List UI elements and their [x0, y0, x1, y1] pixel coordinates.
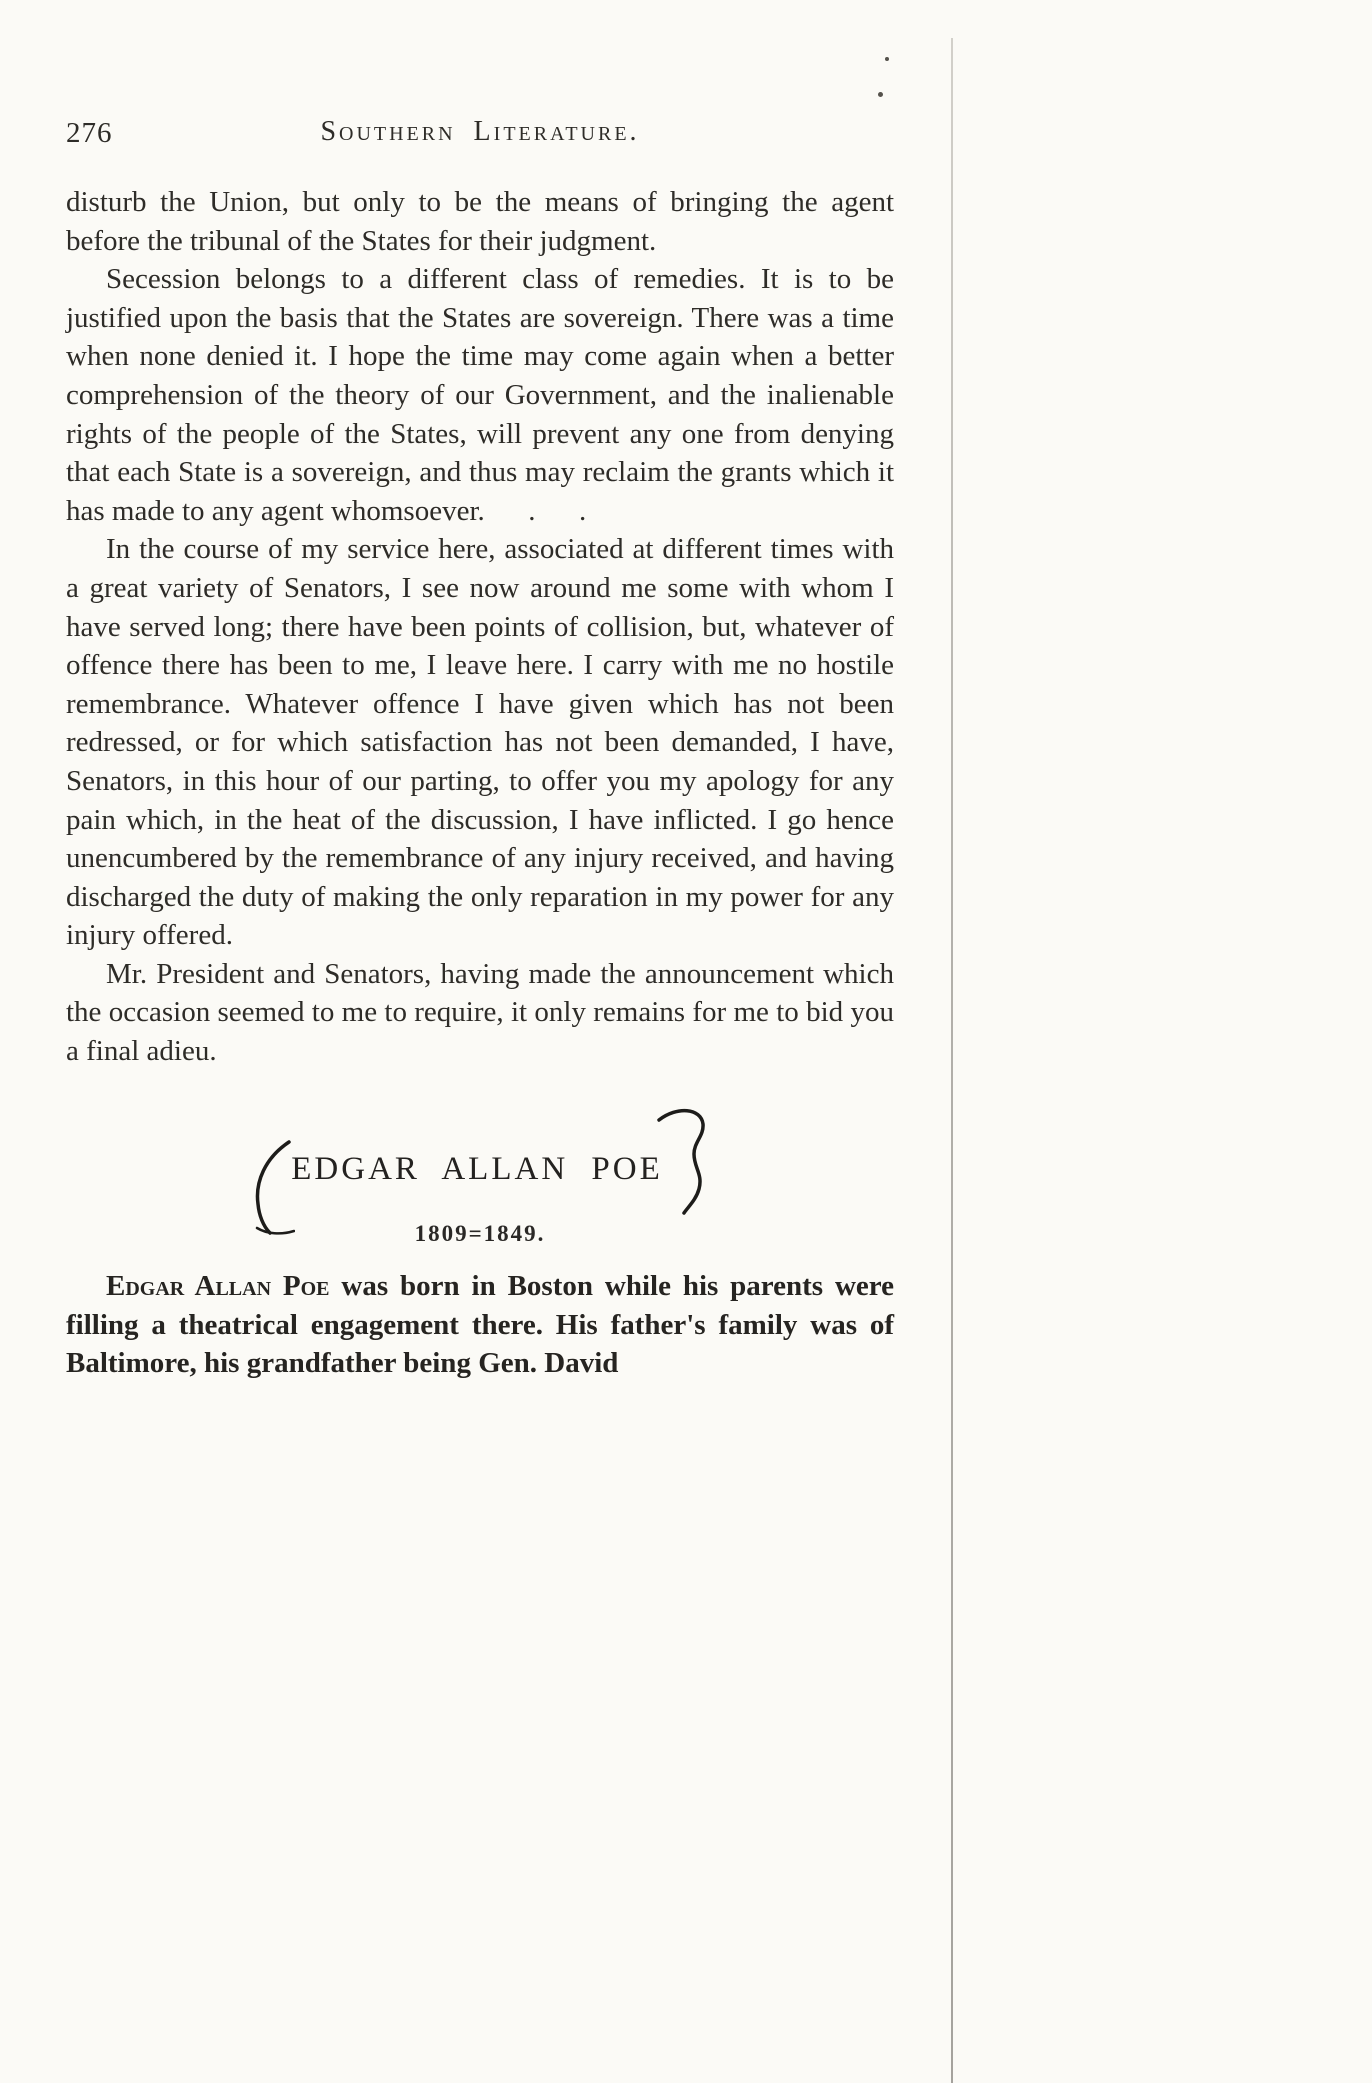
paragraph: Mr. President and Senators, having made the announcement which the occasion seemed to me to require, it only remains for me to bid you a final adieu.	[66, 957, 894, 1068]
bio-paragraph	[66, 1267, 894, 1383]
paragraph: In the course of my service here, associated at different times with a great variety of Senators, I see now around me some with whom I have served long; there have been points of collision, but, whatever of offence there has been to me, I leave here. I carry with me no hostile remembrance. Whatever offence I have given which has not been redressed, or for which satisfaction has not been demanded, I have, Senators, in this hour of our parting, to offer you my apology for any pain which, in the heat of the discussion, I have inflicted. I go hence unencumbered by the remembrance of any injury received, and having discharged the duty of making the only reparation in my power for any injury offered.	[66, 533, 894, 952]
paragraph: disturb the Union, but only to be the means of bringing the agent before the tribunal of the States for their judgment.	[66, 186, 894, 257]
section-dates: 1809=1849.	[414, 1220, 546, 1246]
ink-speck	[878, 92, 883, 97]
text-block	[66, 183, 894, 1383]
running-title: Southern Literature.	[320, 116, 640, 147]
bio-lead: Edgar Allan Poe	[106, 1270, 330, 1303]
page-number: 276	[66, 117, 113, 149]
bio-text: was born in Boston while his parents were filling a theatrical engagement there. His father's family was of Baltimore, his grandfather being Gen. David	[66, 1270, 895, 1380]
ink-mark-left	[249, 1138, 295, 1238]
section-title: EDGAR ALLAN POE	[291, 1151, 663, 1188]
page-header	[66, 116, 894, 148]
paragraph: Secession belongs to a different class of remedies. It is to be justified upon the basis that the States are sovereign. There was a time when none denied it. I hope the time may come again when a better comprehension of the theory of our Government, and the inalienable rights of the people of the States, will prevent any one from denying that each State is a sovereign, and thus may reclaim the grants which it has made to any agent whomsoever. . .	[66, 263, 894, 527]
page-edge-line	[951, 38, 953, 2083]
ink-speck	[885, 57, 889, 61]
section-heading-row	[66, 1121, 894, 1219]
ink-mark-right	[655, 1104, 711, 1216]
